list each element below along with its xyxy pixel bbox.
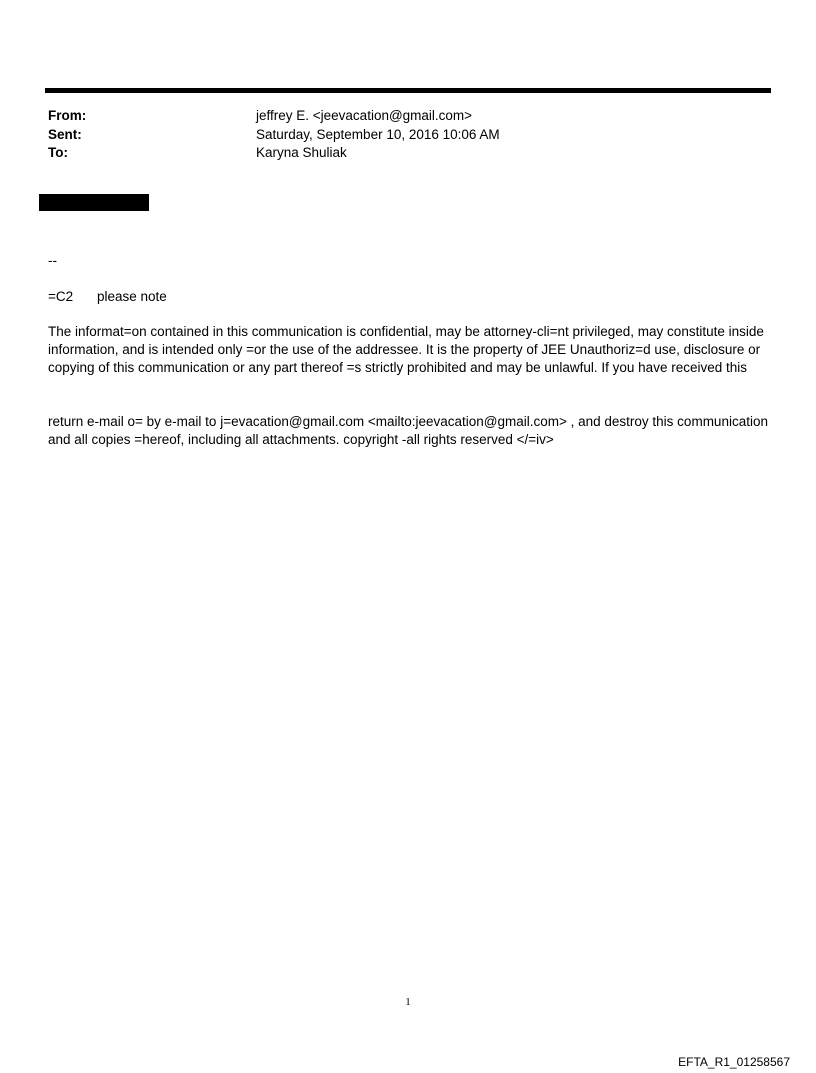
redaction-block — [39, 194, 149, 211]
signature-dash: -- — [48, 253, 57, 268]
note-text: please note — [97, 289, 167, 304]
email-header — [48, 107, 748, 163]
to-label: To: — [48, 145, 68, 160]
to-value: Karyna Shuliak — [256, 145, 347, 160]
note-code: =C2 — [48, 289, 74, 304]
return-paragraph: return e-mail o= by e-mail to j=evacation@gmail.com <mailto:jeevacation@gmail.com> , and destroy this communication and all copies =hereof, including all attachments. copyright -all rights reserved </=iv> — [48, 414, 768, 447]
disclaimer-paragraph: The informat=on contained in this communication is confidential, may be attorney-cli=nt privileged, may constitute inside information, and is intended only =or the use of the addressee. It is the property of JEE Unauthoriz=d use, disclosure or copying of this communication or any part thereof =s strictly prohibited and may be unlawful. If you have received this — [48, 324, 764, 375]
header-rule — [45, 88, 771, 93]
note-line — [48, 288, 768, 306]
from-row — [48, 107, 748, 126]
from-value: jeffrey E. <jeevacation@gmail.com> — [256, 108, 473, 123]
sent-row — [48, 126, 748, 145]
bates-number: EFTA_R1_01258567 — [678, 1055, 790, 1069]
sent-label: Sent: — [48, 126, 82, 142]
page-number: 1 — [405, 996, 411, 1008]
from-label: From: — [48, 108, 87, 123]
to-row — [48, 144, 748, 163]
sent-value: Saturday, September 10, 2016 10:06 AM — [256, 126, 500, 142]
